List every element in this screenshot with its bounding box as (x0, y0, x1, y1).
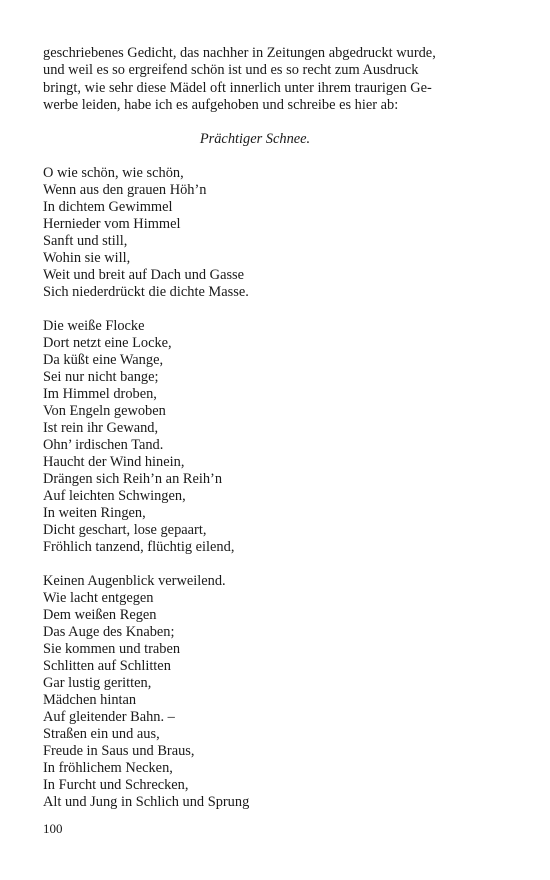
poem-line: Sich niederdrückt die dichte Masse. (43, 284, 249, 301)
poem-line: Wie lacht entgegen (43, 590, 154, 607)
poem-line: Drängen sich Reih’n an Reih’n (43, 471, 223, 488)
poem-line: Straßen ein und aus, (43, 726, 160, 743)
poem-line: Ist rein ihr Gewand, (43, 420, 159, 437)
intro-line: geschriebenes Gedicht, das nachher in Zeitungen abgedruckt wurde, (43, 45, 436, 61)
poem-line: Gar lustig geritten, (43, 675, 152, 692)
page-number: 100 (43, 821, 63, 836)
poem-line: Das Auge des Knaben; (43, 624, 175, 641)
poem-line: Schlitten auf Schlitten (43, 658, 171, 675)
poem-line: In weiten Ringen, (43, 505, 146, 522)
poem-line: Von Engeln gewoben (43, 403, 166, 420)
intro-line: und weil es so ergreifend schön ist und es so recht zum Ausdruck (43, 62, 419, 79)
poem-line: Dort netzt eine Locke, (43, 335, 172, 352)
poem-line: Fröhlich tanzend, flüchtig eilend, (43, 539, 235, 556)
poem-line: Da küßt eine Wange, (43, 352, 164, 369)
poem-title: Prächtiger Schnee. (199, 130, 311, 147)
intro-line: bringt, wie sehr diese Mädel oft innerlich unter ihrem traurigen Ge- (43, 79, 432, 96)
poem-line: Auf gleitender Bahn. – (43, 709, 175, 726)
poem-line: Alt und Jung in Schlich und Sprung (43, 794, 250, 811)
poem-stanza-3 (43, 573, 467, 811)
poem-line: Dicht geschart, lose gepaart, (43, 522, 207, 539)
poem-line: In Furcht und Schrecken, (43, 777, 189, 794)
poem-stanza-1 (43, 165, 467, 301)
book-page (43, 45, 467, 828)
poem-line: Mädchen hintan (43, 692, 137, 709)
poem-line: Hernieder vom Himmel (43, 216, 181, 233)
poem-line: Sie kommen und traben (43, 641, 181, 658)
poem-line: Weit und breit auf Dach und Gasse (43, 267, 245, 284)
poem-line: In dichtem Gewimmel (43, 199, 173, 216)
poem-line: Auf leichten Schwingen, (43, 488, 186, 505)
poem-line: Sanft und still, (43, 233, 128, 250)
poem-line: Wohin sie will, (43, 250, 131, 267)
poem-line: Dem weißen Regen (43, 607, 157, 624)
poem-line: Keinen Augenblick verweilend. (43, 573, 226, 590)
poem-line: Freude in Saus und Braus, (43, 743, 195, 760)
poem-line: In fröhlichem Necken, (43, 760, 173, 777)
poem-line: Sei nur nicht bange; (43, 369, 159, 386)
poem-line: Wenn aus den grauen Höh’n (43, 182, 207, 199)
poem-stanza-2 (43, 318, 467, 556)
poem-line: Die weiße Flocke (43, 318, 145, 335)
poem-line: Im Himmel droben, (43, 386, 157, 403)
poem-line: Haucht der Wind hinein, (43, 454, 185, 471)
intro-line: werbe leiden, habe ich es aufgehoben und schreibe es hier ab: (43, 97, 399, 114)
poem-line: O wie schön, wie schön, (43, 165, 184, 182)
poem-line: Ohn’ irdischen Tand. (43, 437, 164, 454)
intro-paragraph (43, 45, 467, 115)
